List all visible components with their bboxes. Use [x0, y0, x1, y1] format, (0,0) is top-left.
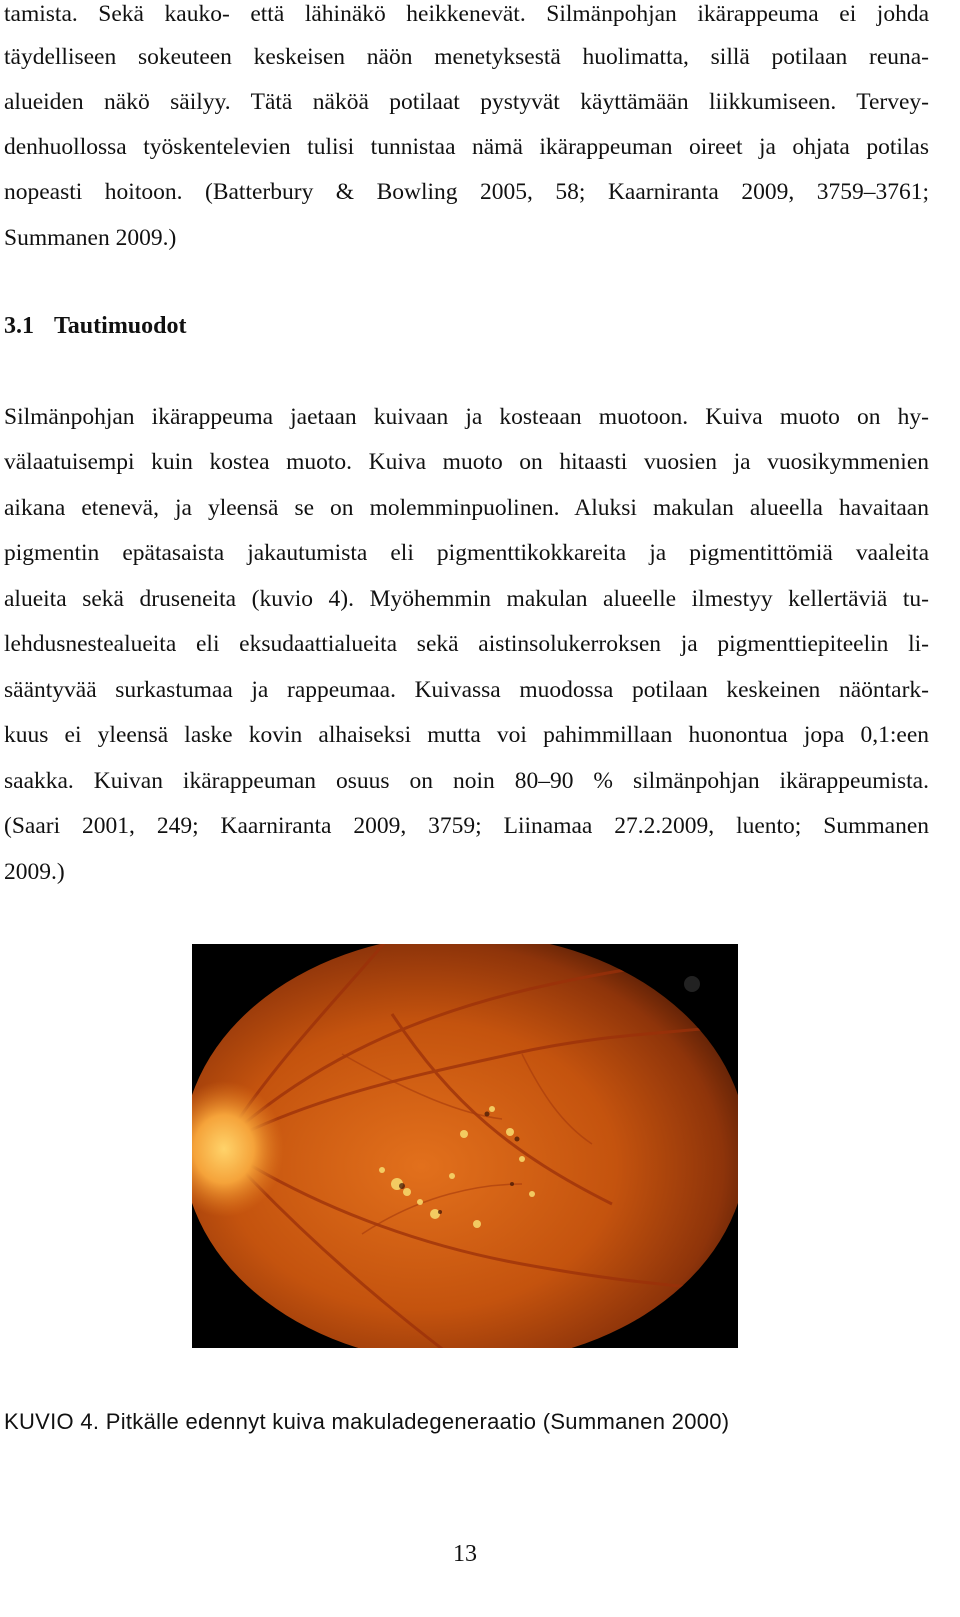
- text-line: sääntyvää surkastumaa ja rappeumaa. Kuivassa muodossa potilaan keskeinen näöntark-: [4, 677, 929, 703]
- text-line: 2009.): [4, 859, 65, 885]
- text-line: kuus ei yleensä laske kovin alhaiseksi mutta voi pahimmillaan huonontua jopa 0,1:een: [4, 722, 929, 748]
- text-line: tamista. Sekä kauko- että lähinäkö heikkenevät. Silmänpohjan ikärappeuma ei johda: [4, 1, 929, 27]
- text-line: lehdusnestealueita eli eksudaattialueita sekä aistinsolukerroksen ja pigmenttiepiteelin li-: [4, 631, 929, 657]
- text-line: pigmentin epätasaista jakautumista eli pigmenttikokkareita ja pigmentittömiä vaaleita: [4, 540, 929, 566]
- text-line: täydelliseen sokeuteen keskeisen näön menetyksestä huolimatta, sillä potilaan reuna-: [4, 44, 929, 70]
- page-number: 13: [453, 1541, 477, 1567]
- text-line: välaatuisempi kuin kostea muoto. Kuiva muoto on hitaasti vuosien ja vuosikymmenien: [4, 449, 929, 475]
- section-heading: [4, 313, 187, 340]
- text-line: (Saari 2001, 249; Kaarniranta 2009, 3759; Liinamaa 27.2.2009, luento; Summanen: [4, 813, 929, 839]
- text-line: aikana etenevä, ja yleensä se on molemminpuolinen. Aluksi makulan alueella havaitaan: [4, 495, 929, 521]
- text-line: Summanen 2009.): [4, 225, 177, 251]
- text-line: alueita sekä druseneita (kuvio 4). Myöhemmin makulan alueelle ilmestyy kellertäviä tu-: [4, 586, 929, 612]
- fundus-photo: [192, 944, 738, 1348]
- text-line: denhuollossa työskentelevien tulisi tunnistaa nämä ikärappeuman oireet ja ohjata potilas: [4, 134, 929, 160]
- text-line: alueiden näkö säilyy. Tätä näköä potilaat pystyvät käyttämään liikkumiseen. Tervey-: [4, 89, 929, 115]
- section-title: Tautimuodot: [54, 313, 187, 339]
- text-line: nopeasti hoitoon. (Batterbury & Bowling 2005, 58; Kaarniranta 2009, 3759–3761;: [4, 179, 929, 205]
- fundus-image: [192, 944, 738, 1348]
- section-number: 3.1: [4, 313, 34, 339]
- text-line: saakka. Kuivan ikärappeuman osuus on noin 80–90 % silmänpohjan ikärappeumista.: [4, 768, 929, 794]
- text-line: Silmänpohjan ikärappeuma jaetaan kuivaan ja kosteaan muotoon. Kuiva muoto on hy-: [4, 404, 929, 430]
- corner-mark: [684, 976, 700, 992]
- figure-caption: KUVIO 4. Pitkälle edennyt kuiva makuladegeneraatio (Summanen 2000): [4, 1409, 730, 1434]
